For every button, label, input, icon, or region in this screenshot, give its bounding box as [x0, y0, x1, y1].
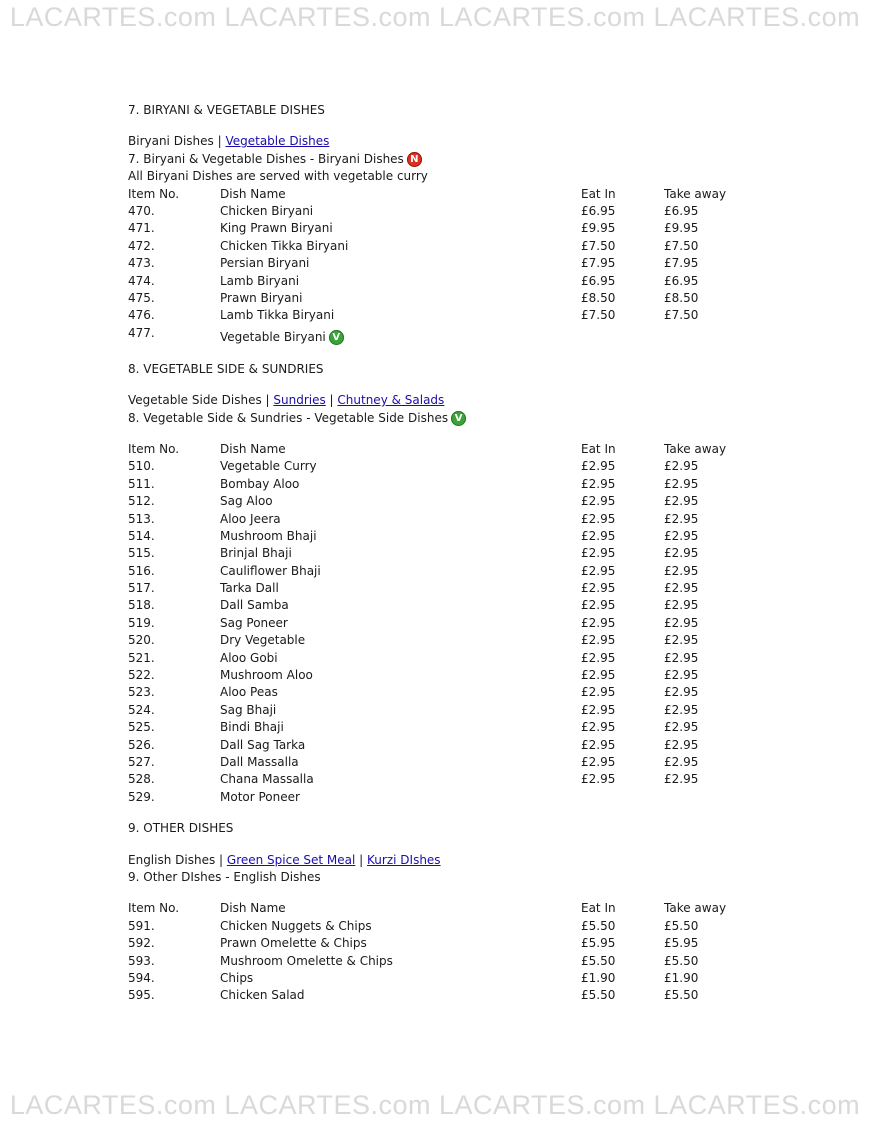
section-7-table: [128, 203, 768, 325]
take-away-price: £2.95: [664, 685, 699, 700]
dish-name: Aloo Gobi: [220, 650, 278, 665]
dish-name: Cauliflower Bhaji: [220, 563, 321, 578]
nav-biryani-dishes: Biryani Dishes: [128, 134, 214, 149]
item-no: 475.: [128, 290, 155, 305]
eat-in-price: £5.50: [581, 953, 616, 968]
dish-name: Chicken Tikka Biryani: [220, 238, 349, 253]
dish-name: Aloo Peas: [220, 685, 278, 700]
table-row: [128, 970, 768, 987]
item-no: 519.: [128, 615, 155, 630]
section-8-subtitle-text: 8. Vegetable Side & Sundries - Vegetable Side Dishes: [128, 410, 449, 425]
table-row: [128, 580, 768, 597]
dish-name: Chana Massalla: [220, 772, 314, 787]
section-9-subtitle: 9. Other DIshes - English Dishes: [128, 869, 321, 884]
col-take-away: Take away: [664, 441, 727, 456]
table-row: [128, 563, 768, 580]
table-row: [128, 220, 768, 237]
take-away-price: £7.50: [664, 238, 699, 253]
item-no: 512.: [128, 494, 155, 509]
col-take-away: Take away: [664, 186, 727, 201]
dish-name: King Prawn Biryani: [220, 221, 333, 236]
watermark-bottom: LACARTES.com LACARTES.com LACARTES.com LACARTES.com: [9, 1090, 861, 1120]
take-away-price: £2.95: [664, 528, 699, 543]
eat-in-price: £8.50: [581, 290, 616, 305]
vegetarian-badge-icon: V: [451, 411, 466, 426]
item-no: 477.: [128, 325, 155, 340]
item-no: 591.: [128, 918, 155, 933]
take-away-price: £2.95: [664, 546, 699, 561]
dish-name: Persian Biryani: [220, 256, 310, 271]
table-row: [128, 290, 768, 307]
table-row: [128, 493, 768, 510]
table-row: [128, 935, 768, 952]
table-row: [128, 667, 768, 684]
dish-name: Mushroom Aloo: [220, 668, 313, 683]
col-dish-name: Dish Name: [220, 901, 286, 916]
eat-in-price: £5.50: [581, 918, 616, 933]
item-no: 517.: [128, 581, 155, 596]
eat-in-price: £2.95: [581, 668, 616, 683]
dish-name: Lamb Tikka Biryani: [220, 308, 335, 323]
nav-vegetable-side-dishes: Vegetable Side Dishes: [128, 393, 262, 408]
item-no: 592.: [128, 936, 155, 951]
eat-in-price: £1.90: [581, 970, 616, 985]
dish-name: Vegetable Curry: [220, 459, 317, 474]
nav-separator: |: [213, 134, 226, 149]
item-no: 594.: [128, 970, 155, 985]
eat-in-price: £2.95: [581, 650, 616, 665]
section-7-nav: [128, 133, 768, 150]
item-no: 472.: [128, 238, 155, 253]
eat-in-price: £2.95: [581, 563, 616, 578]
table-row: [128, 307, 768, 324]
take-away-price: £5.50: [664, 988, 699, 1003]
table-row: [128, 238, 768, 255]
dish-name: Lamb Biryani: [220, 273, 300, 288]
vegetarian-badge-icon: V: [329, 330, 344, 345]
table-row: [128, 953, 768, 970]
col-item-no: Item No.: [128, 441, 180, 456]
take-away-price: £2.95: [664, 720, 699, 735]
eat-in-price: £9.95: [581, 221, 616, 236]
take-away-price: £2.95: [664, 494, 699, 509]
eat-in-price: £6.95: [581, 204, 616, 219]
item-no: 476.: [128, 308, 155, 323]
table-row: [128, 597, 768, 614]
take-away-price: £2.95: [664, 650, 699, 665]
item-no: 473.: [128, 256, 155, 271]
table-row: [128, 987, 768, 1004]
eat-in-price: £2.95: [581, 737, 616, 752]
item-no: 515.: [128, 546, 155, 561]
col-dish-name: Dish Name: [220, 441, 286, 456]
section-7-title: 7. BIRYANI & VEGETABLE DISHES: [128, 103, 325, 117]
table-row: [128, 458, 768, 475]
nav-english-dishes: English Dishes: [128, 852, 216, 867]
eat-in-price: £2.95: [581, 685, 616, 700]
table-row: [128, 203, 768, 220]
take-away-price: £7.50: [664, 308, 699, 323]
nav-separator: |: [215, 852, 227, 867]
table-row: [128, 918, 768, 935]
section-9-table: [128, 918, 768, 1005]
table-row: [128, 273, 768, 290]
item-no: 525.: [128, 720, 155, 735]
take-away-price: £2.95: [664, 563, 699, 578]
eat-in-price: £2.95: [581, 459, 616, 474]
eat-in-price: £2.95: [581, 528, 616, 543]
col-eat-in: Eat In: [581, 901, 616, 916]
take-away-price: £2.95: [664, 772, 699, 787]
eat-in-price: £2.95: [581, 720, 616, 735]
col-dish-name: Dish Name: [220, 186, 286, 201]
dish-name: Chips: [220, 970, 254, 985]
section-9-title: 9. OTHER DISHES: [128, 821, 234, 836]
section-9-nav: [128, 852, 768, 869]
table-row: [128, 650, 768, 667]
take-away-price: £2.95: [664, 459, 699, 474]
take-away-price: £1.90: [664, 970, 699, 985]
table-row: [128, 789, 768, 806]
eat-in-price: £2.95: [581, 511, 616, 526]
dish-name: Dall Samba: [220, 598, 289, 613]
table-header: [128, 186, 768, 203]
eat-in-price: £5.95: [581, 936, 616, 951]
item-no: 529.: [128, 789, 155, 804]
table-row: [128, 476, 768, 493]
item-no: 521.: [128, 650, 155, 665]
table-header: [128, 900, 768, 917]
eat-in-price: £2.95: [581, 702, 616, 717]
table-row: [128, 545, 768, 562]
table-row: [128, 255, 768, 272]
eat-in-price: £7.50: [581, 308, 616, 323]
col-item-no: Item No.: [128, 186, 180, 201]
take-away-price: £2.95: [664, 511, 699, 526]
table-row: [128, 719, 768, 736]
dish-name: Bombay Aloo: [220, 476, 300, 491]
nav-separator: |: [325, 393, 338, 408]
item-no: 595.: [128, 988, 155, 1003]
item-no: 527.: [128, 755, 155, 769]
dish-name: Mushroom Bhaji: [220, 528, 317, 543]
col-eat-in: Eat In: [581, 186, 616, 201]
dish-name: Prawn Omelette & Chips: [220, 936, 367, 951]
table-row: [128, 684, 768, 701]
take-away-price: £2.95: [664, 702, 699, 717]
take-away-price: £8.50: [664, 290, 699, 305]
dish-name: Motor Poneer: [220, 789, 300, 804]
item-no: 474.: [128, 273, 155, 288]
item-no: 524.: [128, 702, 155, 717]
nav-separator: |: [355, 852, 368, 867]
eat-in-price: £2.95: [581, 476, 616, 491]
eat-in-price: £2.95: [581, 581, 616, 596]
dish-name: Tarka Dall: [220, 581, 279, 596]
eat-in-price: £2.95: [581, 755, 616, 769]
section-7-subtitle-text: 7. Biryani & Vegetable Dishes - Biryani Dishes: [128, 151, 404, 166]
nuts-badge-icon: N: [407, 152, 422, 167]
dish-name: Sag Poneer: [220, 615, 288, 630]
item-no: 470.: [128, 204, 155, 219]
dish-name: Sag Bhaji: [220, 702, 277, 717]
item-no: 513.: [128, 511, 155, 526]
eat-in-price: £7.95: [581, 256, 616, 271]
take-away-price: £2.95: [664, 615, 699, 630]
item-no: 471.: [128, 221, 155, 236]
eat-in-price: £5.50: [581, 988, 616, 1003]
biryani-note: All Biryani Dishes are served with vegetable curry: [128, 169, 428, 184]
item-no: 523.: [128, 685, 155, 700]
take-away-price: £2.95: [664, 755, 699, 769]
dish-name: Bindi Bhaji: [220, 720, 284, 735]
item-no: 526.: [128, 737, 155, 752]
dish-name: Aloo Jeera: [220, 511, 281, 526]
take-away-price: £5.50: [664, 918, 699, 933]
vegetable-dishes-link[interactable]: Vegetable Dishes: [225, 134, 330, 149]
sundries-link[interactable]: Sundries: [273, 393, 326, 408]
eat-in-price: £7.50: [581, 238, 616, 253]
col-eat-in: Eat In: [581, 441, 616, 456]
table-row: [128, 325, 768, 349]
take-away-price: £2.95: [664, 581, 699, 596]
col-item-no: Item No.: [128, 901, 180, 916]
item-no: 510.: [128, 459, 155, 474]
dish-name: Brinjal Bhaji: [220, 546, 292, 561]
dish-name-text: Vegetable Biryani: [220, 329, 326, 344]
section-8-table: [128, 458, 768, 806]
item-no: 514.: [128, 528, 155, 543]
chutney-salads-link[interactable]: Chutney & Salads: [337, 393, 445, 408]
eat-in-price: £2.95: [581, 772, 616, 787]
section-8-subtitle: [128, 410, 768, 427]
item-no: 522.: [128, 668, 155, 683]
eat-in-price: £2.95: [581, 633, 616, 648]
take-away-price: £7.95: [664, 256, 699, 271]
table-row: [128, 528, 768, 545]
take-away-price: £6.95: [664, 273, 699, 288]
item-no: 528.: [128, 772, 155, 787]
take-away-price: £6.95: [664, 204, 699, 219]
table-row: [128, 754, 768, 771]
take-away-price: £9.95: [664, 221, 699, 236]
table-row: [128, 771, 768, 788]
dish-name: Prawn Biryani: [220, 290, 303, 305]
take-away-price: £5.50: [664, 953, 699, 968]
table-row: [128, 737, 768, 754]
eat-in-price: £2.95: [581, 615, 616, 630]
item-no: 593.: [128, 953, 155, 968]
dish-name: Sag Aloo: [220, 494, 273, 509]
dish-name: Dry Vegetable: [220, 633, 306, 648]
item-no: 516.: [128, 563, 155, 578]
section-8-nav: [128, 392, 768, 409]
dish-name: Chicken Salad: [220, 988, 305, 1003]
kurzi-dishes-link[interactable]: Kurzi DIshes: [367, 852, 441, 867]
dish-name: Mushroom Omelette & Chips: [220, 953, 393, 968]
dish-name: Dall Sag Tarka: [220, 737, 306, 752]
table-row: [128, 702, 768, 719]
table-header: [128, 441, 768, 458]
section-7-subtitle: [128, 151, 768, 168]
table-row: [128, 511, 768, 528]
dish-name: Chicken Biryani: [220, 204, 314, 219]
take-away-price: £2.95: [664, 737, 699, 752]
col-take-away: Take away: [664, 901, 727, 916]
dish-name: [220, 329, 344, 346]
table-row: [128, 615, 768, 632]
item-no: 520.: [128, 633, 155, 648]
eat-in-price: £2.95: [581, 598, 616, 613]
take-away-price: £2.95: [664, 633, 699, 648]
eat-in-price: £2.95: [581, 546, 616, 561]
eat-in-price: £2.95: [581, 494, 616, 509]
nav-separator: |: [261, 393, 274, 408]
take-away-price: £5.95: [664, 936, 699, 951]
dish-name: Dall Massalla: [220, 755, 299, 769]
take-away-price: £2.95: [664, 598, 699, 613]
item-no: 511.: [128, 476, 155, 491]
watermark-top: LACARTES.com LACARTES.com LACARTES.com LACARTES.com: [9, 2, 861, 32]
take-away-price: £2.95: [664, 668, 699, 683]
item-no: 518.: [128, 598, 155, 613]
green-spice-set-meal-link[interactable]: Green Spice Set Meal: [226, 852, 356, 867]
take-away-price: £2.95: [664, 476, 699, 491]
table-row: [128, 632, 768, 649]
dish-name: Chicken Nuggets & Chips: [220, 918, 372, 933]
section-8-title: 8. VEGETABLE SIDE & SUNDRIES: [128, 361, 324, 376]
eat-in-price: £6.95: [581, 273, 616, 288]
menu-content: [128, 102, 768, 1005]
